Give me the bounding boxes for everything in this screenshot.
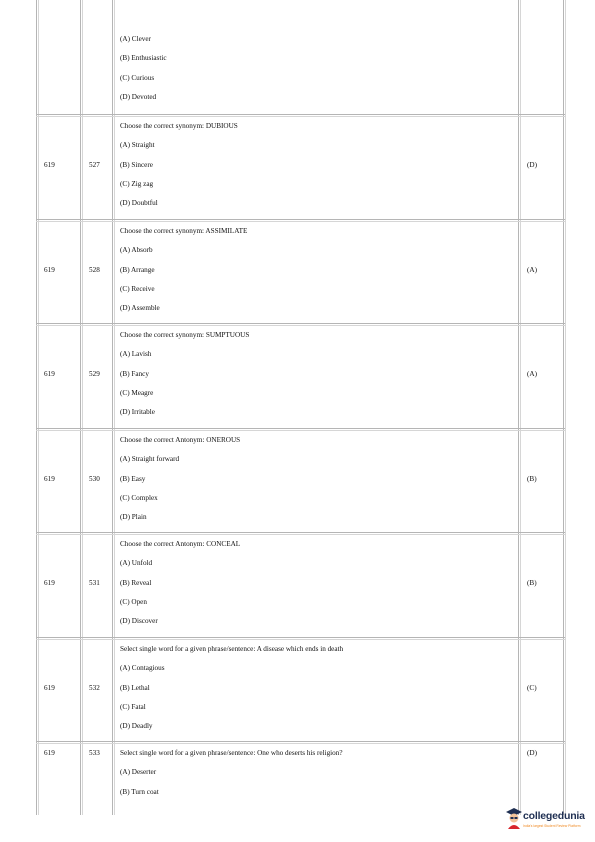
row-border xyxy=(36,743,565,744)
graduate-mascot-icon xyxy=(505,807,523,829)
answer-key: (C) xyxy=(527,683,537,692)
answer-key: (D) xyxy=(527,160,537,169)
row-border xyxy=(36,637,565,638)
row-border xyxy=(36,323,565,324)
option-c: (C) Receive xyxy=(120,284,155,293)
question-number: 533 xyxy=(89,749,100,757)
option-c: (C) Complex xyxy=(120,493,158,502)
option-a: (A) Contagious xyxy=(120,664,165,673)
question-number: 529 xyxy=(89,369,100,378)
question-number: 532 xyxy=(89,683,100,692)
row-border xyxy=(36,219,565,220)
question-number: 530 xyxy=(89,474,100,483)
answer-key: (B) xyxy=(527,578,537,587)
option-d: (D) Discover xyxy=(120,617,158,626)
answer-key: (B) xyxy=(527,474,537,483)
column-border xyxy=(36,0,37,815)
row-border xyxy=(36,116,565,117)
column-border-inner xyxy=(520,0,521,815)
option-a: (A) Deserter xyxy=(120,768,157,777)
option-a: (A) Straight xyxy=(120,141,155,150)
exam-code: 619 xyxy=(44,474,55,483)
question-text: Choose the correct Antonym: ONEROUS xyxy=(120,436,241,444)
question-number: 528 xyxy=(89,265,100,274)
option-a: (A) Clever xyxy=(120,35,151,43)
column-border xyxy=(80,0,81,815)
exam-code: 619 xyxy=(44,369,55,378)
question-text: Choose the correct synonym: SUMPTUOUS xyxy=(120,331,250,339)
option-a: (A) Unfold xyxy=(120,559,153,568)
option-b: (B) Sincere xyxy=(120,160,153,169)
column-border-inner xyxy=(565,0,566,815)
row-border xyxy=(36,114,565,115)
option-b: (B) Turn coat xyxy=(120,787,159,796)
option-b: (B) Arrange xyxy=(120,265,155,274)
option-c: (C) Zig zag xyxy=(120,179,154,188)
column-border-inner xyxy=(82,0,83,815)
option-d: (D) Irritable xyxy=(120,408,155,417)
option-c: (C) Curious xyxy=(120,73,155,82)
option-a: (A) Absorb xyxy=(120,246,153,255)
exam-code: 619 xyxy=(44,749,55,757)
column-border xyxy=(112,0,113,815)
option-a: (A) Lavish xyxy=(120,350,152,359)
column-border xyxy=(518,0,519,815)
option-a: (A) Straight forward xyxy=(120,455,180,464)
brand-tagline: India's largest Student Review Platform xyxy=(523,824,581,828)
collegedunia-logo xyxy=(505,805,593,835)
row-border xyxy=(36,325,565,326)
option-d: (D) Assemble xyxy=(120,304,160,313)
question-number: 531 xyxy=(89,578,100,587)
exam-code: 619 xyxy=(44,578,55,587)
option-d: (D) Devoted xyxy=(120,92,157,101)
question-text: Choose the correct synonym: DUBIOUS xyxy=(120,122,238,130)
column-border-inner xyxy=(114,0,115,815)
answer-key: (A) xyxy=(527,369,537,378)
exam-code: 619 xyxy=(44,160,55,169)
option-b: (B) Lethal xyxy=(120,683,150,692)
option-b: (B) Reveal xyxy=(120,578,152,587)
question-text: Select single word for a given phrase/sentence: One who deserts his religion? xyxy=(120,749,343,757)
option-d: (D) Deadly xyxy=(120,722,153,731)
option-c: (C) Meagre xyxy=(120,388,154,397)
option-d: (D) Plain xyxy=(120,513,147,522)
row-border xyxy=(36,428,565,429)
question-text: Choose the correct synonym: ASSIMILATE xyxy=(120,227,248,235)
option-b: (B) Fancy xyxy=(120,369,149,378)
question-text: Choose the correct Antonym: CONCEAL xyxy=(120,540,241,548)
option-b: (B) Easy xyxy=(120,474,146,483)
option-b: (B) Enthusiastic xyxy=(120,54,167,63)
row-border xyxy=(36,221,565,222)
row-border xyxy=(36,534,565,535)
exam-code: 619 xyxy=(44,683,55,692)
row-border xyxy=(36,741,565,742)
row-border xyxy=(36,532,565,533)
option-c: (C) Fatal xyxy=(120,702,146,711)
option-c: (C) Open xyxy=(120,597,147,606)
question-text: Select single word for a given phrase/sentence: A disease which ends in death xyxy=(120,645,344,653)
column-border xyxy=(563,0,564,815)
answer-key: (A) xyxy=(527,265,537,274)
row-border xyxy=(36,430,565,431)
answer-key: (D) xyxy=(527,749,537,757)
question-number: 527 xyxy=(89,160,100,169)
exam-code: 619 xyxy=(44,265,55,274)
column-border-inner xyxy=(38,0,39,815)
option-d: (D) Doubtful xyxy=(120,199,158,208)
brand-name: collegedunia xyxy=(523,810,585,822)
row-border xyxy=(36,639,565,640)
